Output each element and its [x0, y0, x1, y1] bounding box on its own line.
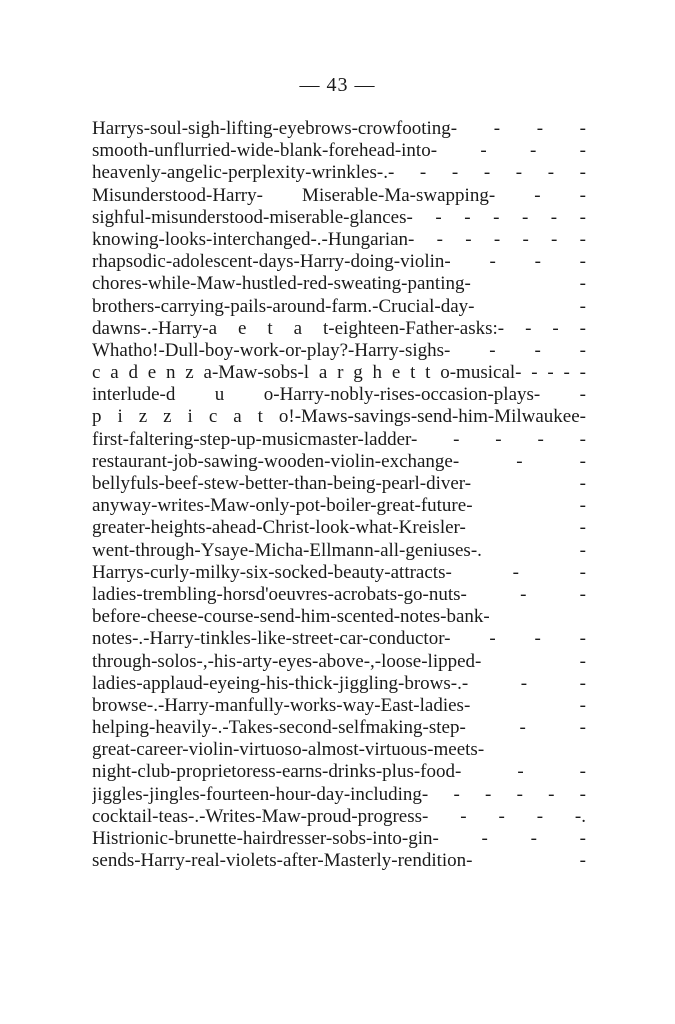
text-line: greater-heights-ahead-Christ-look-what-Kreisler- -	[92, 517, 586, 539]
text-line: knowing-looks-interchanged-.-Hungarian- - - - - - -	[92, 228, 586, 250]
text-line: sends-Harry-real-violets-after-Masterly-rendition- -	[92, 850, 586, 872]
text-line: Histrionic-brunette-hairdresser-sobs-into-gin- - - -	[92, 828, 586, 849]
text-line: helping-heavily-.-Takes-second-selfmaking-step- - -	[92, 717, 586, 739]
text-line: interlude-d u o-Harry-nobly-rises-occasion-plays- -	[92, 384, 586, 406]
text-line: went-through-Ysaye-Micha-Ellmann-all-geniuses-. -	[92, 539, 586, 561]
text-line: dawns-.-Harry-a e t a t-eighteen-Father-asks:- - - -	[92, 317, 586, 339]
text-line: chores-while-Maw-hustled-red-sweating-panting- -	[92, 273, 586, 295]
text-line: Harrys-soul-sigh-lifting-eyebrows-crowfooting- - - -	[92, 118, 586, 139]
text-line: notes-.-Harry-tinkles-like-street-car-conductor- - - -	[92, 628, 586, 650]
text-line: Harrys-curly-milky-six-socked-beauty-attracts- - -	[92, 561, 586, 583]
text-line: Whatho!-Dull-boy-work-or-play?-Harry-sighs- - - -	[92, 339, 586, 361]
page-number: — 43 —	[299, 74, 376, 96]
text-line: first-faltering-step-up-musicmaster-ladder- - - - -	[92, 428, 586, 450]
text-line: through-solos-,-his-arty-eyes-above-,-loose-lipped- -	[92, 650, 586, 672]
text-line: ladies-applaud-eyeing-his-thick-jiggling-brows-.- - -	[92, 672, 586, 694]
text-line: restaurant-job-sawing-wooden-violin-exchange- - -	[92, 450, 586, 472]
text-line: before-cheese-course-send-him-scented-notes-bank-	[92, 606, 490, 628]
text-line: cocktail-teas-.-Writes-Maw-proud-progress- - - - -.	[92, 805, 586, 827]
text-line: jiggles-jingles-fourteen-hour-day-including- - - - - -	[92, 783, 586, 805]
text-line: c a d e n z a-Maw-sobs-l a r g h e t t o-musical- - - - -	[92, 362, 586, 384]
text-line: rhapsodic-adolescent-days-Harry-doing-violin- - - -	[92, 251, 586, 273]
text-line: smooth-unflurried-wide-blank-forehead-into- - - -	[92, 140, 586, 162]
text-line: great-career-violin-virtuoso-almost-virtuous-meets-	[92, 739, 485, 761]
text-line: Misunderstood-Harry- Miserable-Ma-swapping- - -	[92, 184, 586, 206]
text-line: ladies-trembling-horsd'oeuvres-acrobats-go-nuts- - -	[92, 583, 586, 605]
text-line: browse-.-Harry-manfully-works-way-East-ladies- -	[92, 694, 586, 716]
text-line: brothers-carrying-pails-around-farm.-Crucial-day- -	[92, 295, 586, 317]
text-line: anyway-writes-Maw-only-pot-boiler-great-future- -	[92, 495, 586, 517]
text-line: heavenly-angelic-perplexity-wrinkles-.- - - - - - -	[92, 162, 586, 184]
body-text	[92, 118, 586, 872]
text-line: night-club-proprietoress-earns-drinks-plus-food- - -	[92, 761, 586, 783]
text-line: bellyfuls-beef-stew-better-than-being-pearl-diver- -	[92, 473, 586, 494]
text-line: p i z z i c a t o!-Maws-savings-send-him-Milwaukee-	[92, 406, 586, 428]
text-line: sighful-misunderstood-miserable-glances- - - - - - -	[92, 206, 586, 228]
